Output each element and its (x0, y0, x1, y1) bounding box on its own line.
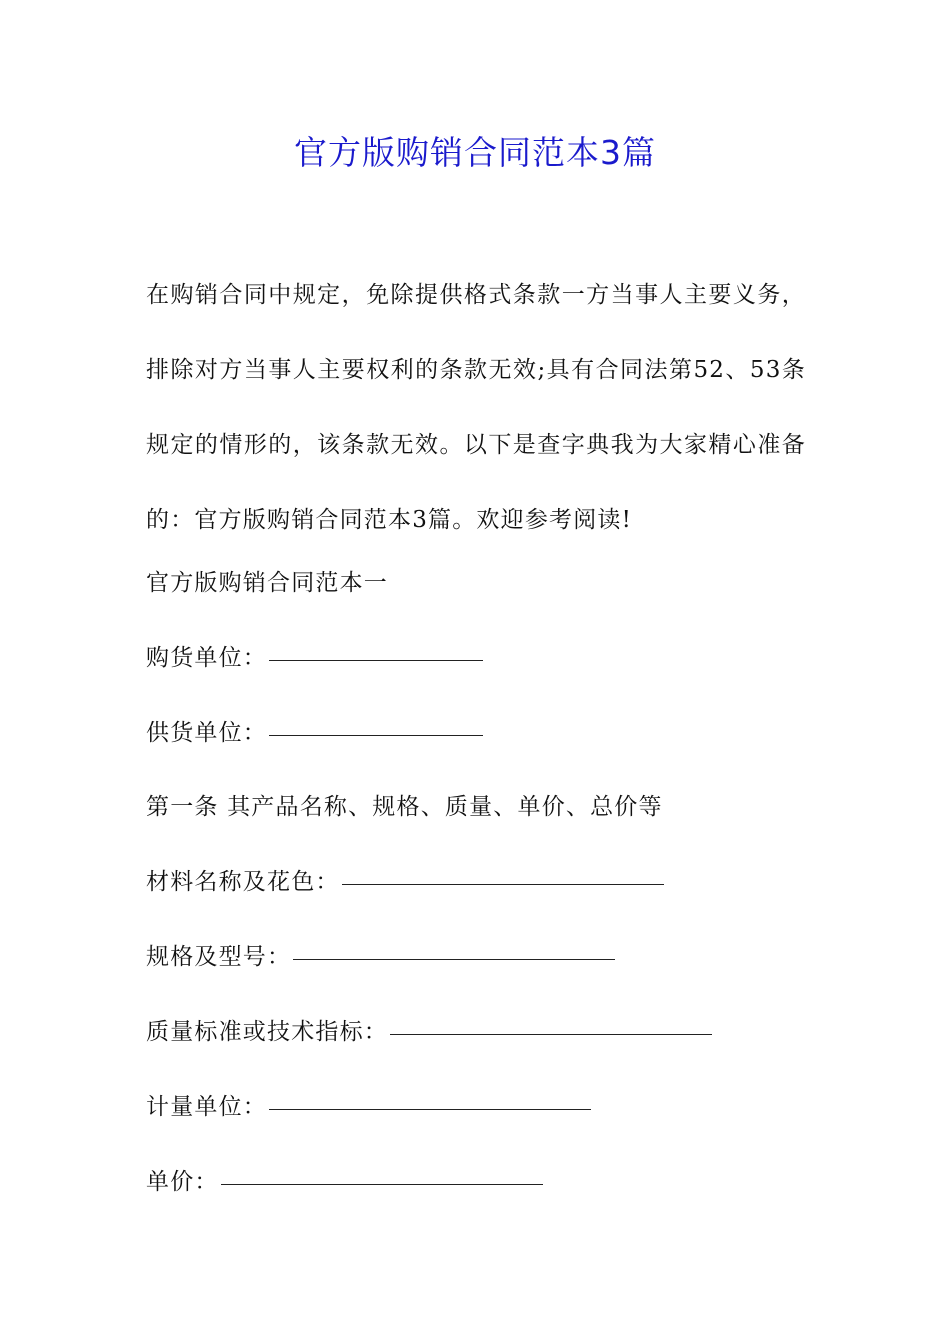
spec-blank-line[interactable] (293, 958, 615, 960)
price-label: 单价： (146, 1169, 219, 1195)
intro-paragraph: 在购销合同中规定，免除提供格式条款一方当事人主要义务，排除对方当事人主要权利的条款无效;具有合同法第52、53条规定的情形的，该条款无效。以下是查字典我为大家精心准备的：官方版购销合同范本3篇。欢迎参考阅读! (146, 282, 806, 533)
material-blank-line[interactable] (342, 883, 664, 885)
material-field (146, 862, 664, 902)
material-label: 材料名称及花色： (146, 869, 340, 895)
price-field (146, 1162, 543, 1202)
quality-label: 质量标准或技术指标： (146, 1019, 388, 1045)
unit-blank-line[interactable] (269, 1108, 591, 1110)
article-one-heading: 第一条 其产品名称、规格、质量、单价、总价等 (146, 794, 663, 820)
buyer-blank-line[interactable] (269, 659, 483, 661)
quality-blank-line[interactable] (390, 1033, 712, 1035)
unit-field (146, 1087, 591, 1127)
section-heading: 官方版购销合同范本一 (146, 570, 388, 596)
unit-label: 计量单位： (146, 1094, 267, 1120)
supplier-field (146, 713, 483, 753)
price-blank-line[interactable] (221, 1183, 543, 1185)
spec-field (146, 937, 615, 977)
supplier-blank-line[interactable] (269, 734, 483, 736)
supplier-label: 供货单位： (146, 720, 267, 746)
spec-label: 规格及型号： (146, 944, 292, 970)
buyer-field (146, 638, 483, 678)
document-title: 官方版购销合同范本3篇 (294, 133, 656, 172)
quality-field (146, 1012, 712, 1052)
buyer-label: 购货单位： (146, 645, 267, 671)
